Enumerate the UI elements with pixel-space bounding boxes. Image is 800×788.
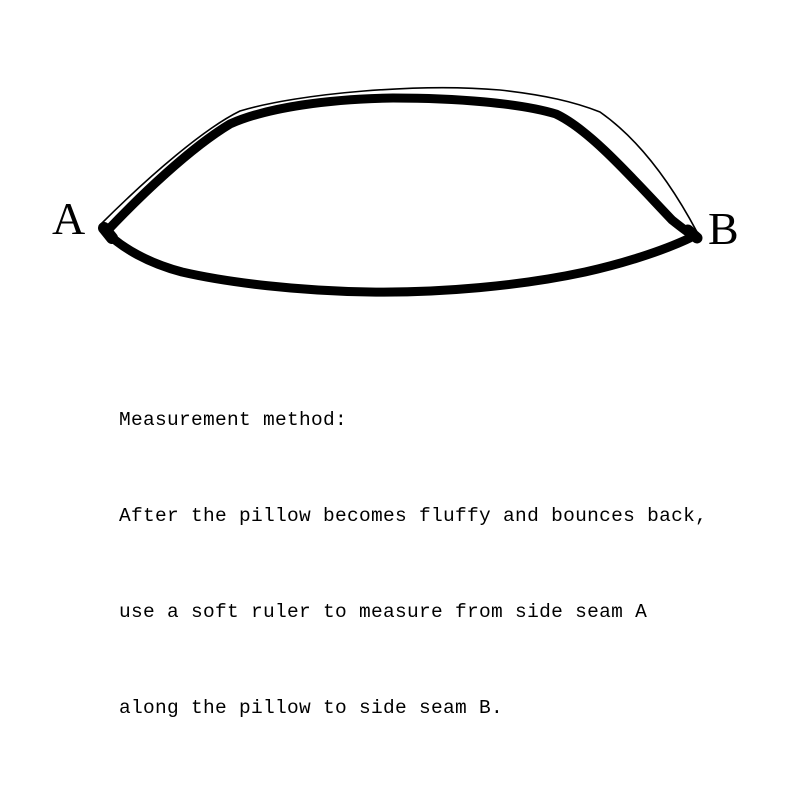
caption-line-2: use a soft ruler to measure from side seam A	[119, 601, 648, 623]
label-point-a: A	[52, 193, 86, 244]
caption-line-1: After the pillow becomes fluffy and bounces back,	[119, 505, 708, 527]
seam-point-a	[104, 228, 112, 238]
pillow-outline	[106, 98, 694, 292]
measurement-caption	[119, 340, 759, 788]
caption-heading: Measurement method:	[119, 409, 348, 431]
thin-guide-line	[100, 88, 697, 232]
caption-line-3: along the pillow to side seam B.	[119, 697, 504, 719]
label-point-b: B	[708, 203, 739, 254]
seam-point-b	[688, 230, 697, 238]
